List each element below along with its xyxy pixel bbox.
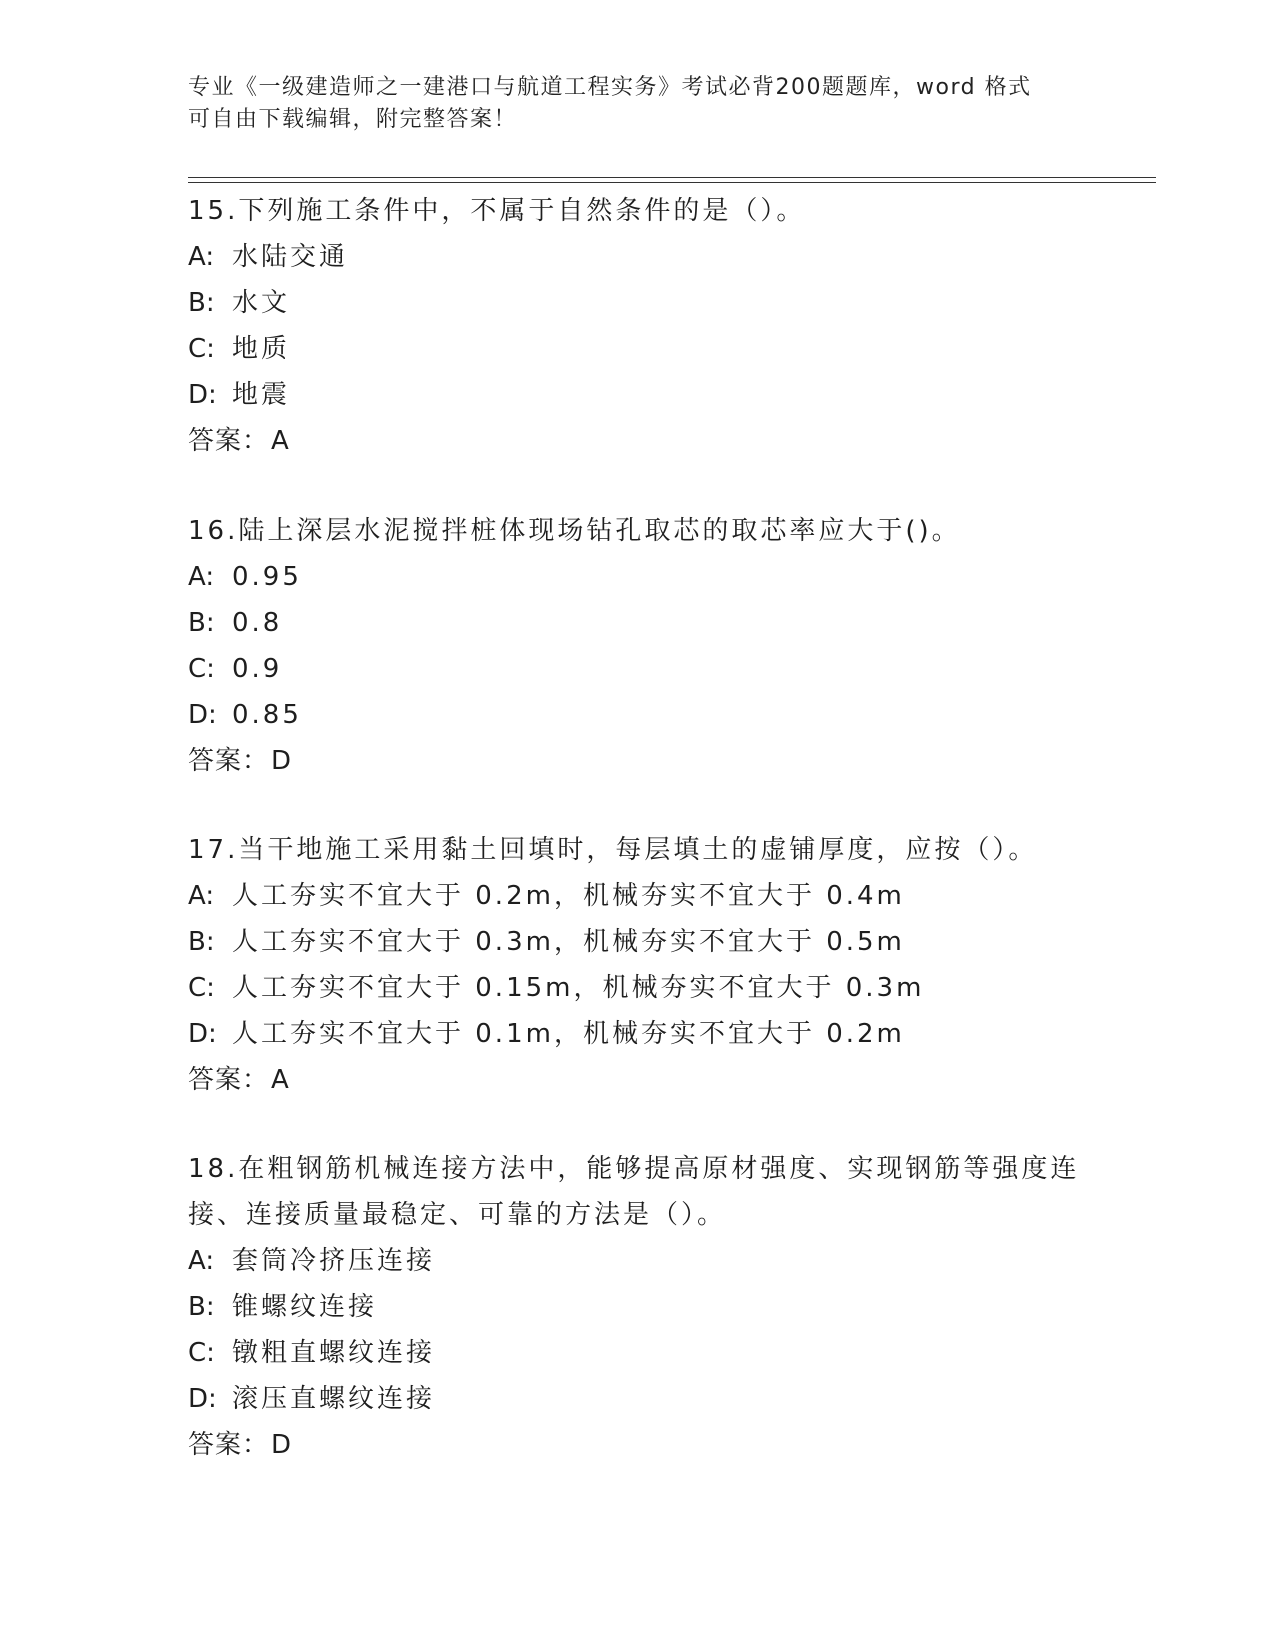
option-b: [188, 919, 1088, 965]
question-stem: 15.下列施工条件中，不属于自然条件的是（）。: [188, 196, 806, 226]
option-c: [188, 1330, 1088, 1376]
option-key: C:: [188, 654, 215, 684]
option-text: 锥螺纹连接: [232, 1292, 378, 1322]
answer-value: A: [271, 1065, 290, 1095]
option-text: 0.85: [232, 700, 302, 730]
question-16: [188, 508, 1088, 784]
option-b: [188, 600, 1088, 646]
option-a: [188, 554, 1088, 600]
option-a: [188, 234, 1088, 280]
option-key: A:: [188, 242, 215, 272]
option-d: [188, 1376, 1088, 1422]
option-c: [188, 326, 1088, 372]
question-stem-line-2: 接、连接质量最稳定、可靠的方法是（）。: [188, 1200, 727, 1230]
question-stem-line-1: 18.在粗钢筋机械连接方法中，能够提高原材强度、实现钢筋等强度连: [188, 1154, 1080, 1184]
option-key: D:: [188, 1384, 217, 1414]
question-18: [188, 1146, 1088, 1468]
question-15: [188, 188, 1088, 464]
answer-line: [188, 418, 1088, 464]
option-key: B:: [188, 1292, 215, 1322]
option-text: 0.9: [232, 654, 283, 684]
answer-value: D: [271, 746, 293, 776]
option-c: [188, 646, 1088, 692]
option-key: B:: [188, 608, 215, 638]
option-d: [188, 372, 1088, 418]
answer-value: D: [271, 1430, 293, 1460]
answer-line: [188, 738, 1088, 784]
question-stem: 16.陆上深层水泥搅拌桩体现场钻孔取芯的取芯率应大于()。: [188, 516, 961, 546]
option-text: 人工夯实不宜大于 0.2m，机械夯实不宜大于 0.4m: [232, 881, 905, 911]
answer-label: 答案：: [188, 746, 270, 776]
header-line-1: 专业《一级建造师之一建港口与航道工程实务》考试必背200题题库，word 格式: [188, 75, 1032, 100]
answer-line: [188, 1057, 1088, 1103]
option-key: D:: [188, 700, 217, 730]
answer-label: 答案：: [188, 1065, 270, 1095]
option-key: A:: [188, 1246, 215, 1276]
answer-label: 答案：: [188, 1430, 270, 1460]
option-b: [188, 1284, 1088, 1330]
answer-line: [188, 1422, 1088, 1468]
option-a: [188, 1238, 1088, 1284]
question-17: [188, 827, 1088, 1103]
option-key: D:: [188, 380, 217, 410]
option-key: D:: [188, 1019, 217, 1049]
option-key: C:: [188, 973, 215, 1003]
option-text: 0.95: [232, 562, 302, 592]
option-text: 水陆交通: [232, 242, 349, 272]
option-d: [188, 692, 1088, 738]
option-key: C:: [188, 1338, 215, 1368]
option-text: 人工夯实不宜大于 0.15m，机械夯实不宜大于 0.3m: [232, 973, 925, 1003]
option-text: 水文: [232, 288, 291, 318]
answer-label: 答案：: [188, 426, 270, 456]
option-d: [188, 1011, 1088, 1057]
option-text: 人工夯实不宜大于 0.3m，机械夯实不宜大于 0.5m: [232, 927, 905, 957]
option-text: 0.8: [232, 608, 283, 638]
option-a: [188, 873, 1088, 919]
option-c: [188, 965, 1088, 1011]
header-divider-top: [188, 177, 1156, 178]
option-text: 套筒冷挤压连接: [232, 1246, 436, 1276]
option-b: [188, 280, 1088, 326]
option-key: B:: [188, 927, 215, 957]
question-stem: 17.当干地施工采用黏土回填时，每层填土的虚铺厚度，应按（）。: [188, 835, 1038, 865]
option-text: 地质: [232, 334, 291, 364]
option-key: B:: [188, 288, 215, 318]
option-text: 人工夯实不宜大于 0.1m，机械夯实不宜大于 0.2m: [232, 1019, 905, 1049]
header-line-2: 可自由下载编辑，附完整答案！: [188, 107, 518, 132]
option-text: 滚压直螺纹连接: [232, 1384, 436, 1414]
option-key: C:: [188, 334, 215, 364]
option-key: A:: [188, 562, 215, 592]
option-text: 地震: [232, 380, 291, 410]
header-divider-bottom: [188, 182, 1156, 183]
answer-value: A: [271, 426, 290, 456]
option-key: A:: [188, 881, 215, 911]
option-text: 镦粗直螺纹连接: [232, 1338, 436, 1368]
document-header: [188, 72, 1068, 136]
